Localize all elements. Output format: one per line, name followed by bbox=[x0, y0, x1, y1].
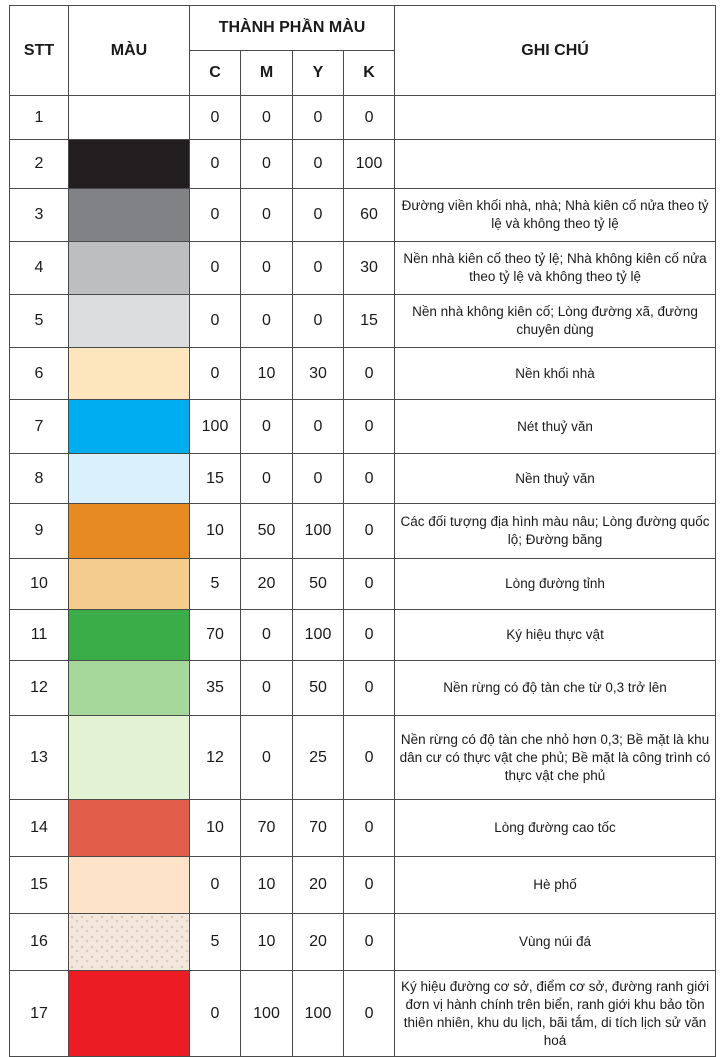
color-swatch bbox=[69, 914, 189, 970]
color-swatch bbox=[69, 454, 189, 503]
color-swatch-cell bbox=[69, 800, 190, 857]
m-value-cell: 0 bbox=[241, 661, 293, 716]
k-value-cell: 0 bbox=[344, 96, 395, 140]
m-value-cell: 0 bbox=[241, 295, 293, 348]
table-row bbox=[10, 716, 716, 800]
header-row-top bbox=[10, 6, 716, 51]
y-value-cell: 20 bbox=[293, 857, 344, 914]
stt-cell: 7 bbox=[10, 400, 69, 454]
header-k: K bbox=[344, 51, 395, 96]
color-swatch-cell bbox=[69, 716, 190, 800]
k-value-cell: 30 bbox=[344, 242, 395, 295]
note-cell: Nét thuỷ văn bbox=[395, 400, 716, 454]
c-value-cell: 0 bbox=[190, 295, 241, 348]
y-value-cell: 50 bbox=[293, 559, 344, 610]
m-value-cell: 100 bbox=[241, 971, 293, 1057]
stt-cell: 4 bbox=[10, 242, 69, 295]
table-row bbox=[10, 295, 716, 348]
y-value-cell: 30 bbox=[293, 348, 344, 400]
stt-cell: 16 bbox=[10, 914, 69, 971]
c-value-cell: 0 bbox=[190, 242, 241, 295]
c-value-cell: 100 bbox=[190, 400, 241, 454]
stt-cell: 13 bbox=[10, 716, 69, 800]
y-value-cell: 0 bbox=[293, 400, 344, 454]
color-swatch-cell bbox=[69, 96, 190, 140]
color-swatch bbox=[69, 857, 189, 913]
table-row bbox=[10, 96, 716, 140]
color-swatch-cell bbox=[69, 295, 190, 348]
color-swatch bbox=[69, 140, 189, 188]
c-value-cell: 5 bbox=[190, 559, 241, 610]
color-swatch-cell bbox=[69, 504, 190, 559]
stt-cell: 1 bbox=[10, 96, 69, 140]
c-value-cell: 0 bbox=[190, 971, 241, 1057]
header-y: Y bbox=[293, 51, 344, 96]
table-row bbox=[10, 504, 716, 559]
k-value-cell: 0 bbox=[344, 661, 395, 716]
stt-cell: 15 bbox=[10, 857, 69, 914]
m-value-cell: 50 bbox=[241, 504, 293, 559]
color-swatch bbox=[69, 504, 189, 558]
table-row bbox=[10, 857, 716, 914]
note-cell: Lòng đường tỉnh bbox=[395, 559, 716, 610]
header-m: M bbox=[241, 51, 293, 96]
color-swatch-cell bbox=[69, 661, 190, 716]
k-value-cell: 0 bbox=[344, 400, 395, 454]
table-row bbox=[10, 661, 716, 716]
m-value-cell: 10 bbox=[241, 348, 293, 400]
color-swatch-cell bbox=[69, 189, 190, 242]
header-stt: STT bbox=[10, 6, 69, 96]
color-swatch bbox=[69, 348, 189, 399]
c-value-cell: 5 bbox=[190, 914, 241, 971]
header-thanh-phan-mau: THÀNH PHẦN MÀU bbox=[190, 6, 395, 51]
color-swatch bbox=[69, 189, 189, 241]
y-value-cell: 0 bbox=[293, 454, 344, 504]
note-cell: Lòng đường cao tốc bbox=[395, 800, 716, 857]
table-row bbox=[10, 610, 716, 661]
stt-cell: 10 bbox=[10, 559, 69, 610]
k-value-cell: 0 bbox=[344, 971, 395, 1057]
color-swatch bbox=[69, 661, 189, 715]
stt-cell: 14 bbox=[10, 800, 69, 857]
k-value-cell: 0 bbox=[344, 559, 395, 610]
stt-cell: 6 bbox=[10, 348, 69, 400]
m-value-cell: 10 bbox=[241, 914, 293, 971]
c-value-cell: 0 bbox=[190, 189, 241, 242]
m-value-cell: 0 bbox=[241, 400, 293, 454]
header-ghi-chu: GHI CHÚ bbox=[395, 6, 716, 96]
m-value-cell: 70 bbox=[241, 800, 293, 857]
c-value-cell: 15 bbox=[190, 454, 241, 504]
note-cell: Đường viền khối nhà, nhà; Nhà kiên cố nửa theo tỷ lệ và không theo tỷ lệ bbox=[395, 189, 716, 242]
m-value-cell: 20 bbox=[241, 559, 293, 610]
c-value-cell: 70 bbox=[190, 610, 241, 661]
note-cell: Nền rừng có độ tàn che từ 0,3 trở lên bbox=[395, 661, 716, 716]
color-swatch-cell bbox=[69, 242, 190, 295]
table-row bbox=[10, 971, 716, 1057]
note-cell: Nền rừng có độ tàn che nhỏ hơn 0,3; Bề mặt là khu dân cư có thực vật che phủ; Bề mặt là công trình có thực vật che phủ bbox=[395, 716, 716, 800]
table-row bbox=[10, 914, 716, 971]
note-cell: Ký hiệu đường cơ sở, điểm cơ sở, đường ranh giới đơn vị hành chính trên biển, ranh giới khu bảo tồn thiên nhiên, khu du lịch, bãi tắm, di tích lịch sử văn hoá bbox=[395, 971, 716, 1057]
c-value-cell: 12 bbox=[190, 716, 241, 800]
color-swatch bbox=[69, 559, 189, 609]
color-swatch-cell bbox=[69, 400, 190, 454]
c-value-cell: 0 bbox=[190, 348, 241, 400]
table-row bbox=[10, 348, 716, 400]
color-swatch-cell bbox=[69, 971, 190, 1057]
header-mau: MÀU bbox=[69, 6, 190, 96]
m-value-cell: 0 bbox=[241, 716, 293, 800]
color-swatch-cell bbox=[69, 454, 190, 504]
color-swatch-cell bbox=[69, 559, 190, 610]
y-value-cell: 100 bbox=[293, 971, 344, 1057]
stt-cell: 12 bbox=[10, 661, 69, 716]
c-value-cell: 0 bbox=[190, 96, 241, 140]
m-value-cell: 0 bbox=[241, 189, 293, 242]
y-value-cell: 0 bbox=[293, 295, 344, 348]
stt-cell: 8 bbox=[10, 454, 69, 504]
k-value-cell: 100 bbox=[344, 140, 395, 189]
note-cell: Nền khối nhà bbox=[395, 348, 716, 400]
k-value-cell: 15 bbox=[344, 295, 395, 348]
table-row bbox=[10, 454, 716, 504]
table-row bbox=[10, 189, 716, 242]
color-swatch-cell bbox=[69, 140, 190, 189]
m-value-cell: 0 bbox=[241, 610, 293, 661]
m-value-cell: 0 bbox=[241, 242, 293, 295]
note-cell: Vùng núi đá bbox=[395, 914, 716, 971]
k-value-cell: 0 bbox=[344, 716, 395, 800]
y-value-cell: 0 bbox=[293, 189, 344, 242]
y-value-cell: 50 bbox=[293, 661, 344, 716]
c-value-cell: 35 bbox=[190, 661, 241, 716]
table-row bbox=[10, 800, 716, 857]
color-swatch bbox=[69, 800, 189, 856]
table-row bbox=[10, 559, 716, 610]
table-row bbox=[10, 140, 716, 189]
color-swatch bbox=[69, 96, 189, 139]
table-row bbox=[10, 400, 716, 454]
note-cell: Nền nhà kiên cố theo tỷ lệ; Nhà không kiên cố nửa theo tỷ lệ và không theo tỷ lệ bbox=[395, 242, 716, 295]
color-swatch bbox=[69, 610, 189, 660]
color-swatch-cell bbox=[69, 857, 190, 914]
k-value-cell: 0 bbox=[344, 454, 395, 504]
k-value-cell: 0 bbox=[344, 857, 395, 914]
stt-cell: 9 bbox=[10, 504, 69, 559]
color-swatch bbox=[69, 400, 189, 453]
y-value-cell: 0 bbox=[293, 96, 344, 140]
c-value-cell: 10 bbox=[190, 504, 241, 559]
note-cell bbox=[395, 96, 716, 140]
k-value-cell: 0 bbox=[344, 348, 395, 400]
note-cell: Nền nhà không kiên cố; Lòng đường xã, đường chuyên dùng bbox=[395, 295, 716, 348]
m-value-cell: 0 bbox=[241, 454, 293, 504]
note-cell: Ký hiệu thực vật bbox=[395, 610, 716, 661]
k-value-cell: 0 bbox=[344, 914, 395, 971]
k-value-cell: 60 bbox=[344, 189, 395, 242]
color-swatch-cell bbox=[69, 914, 190, 971]
y-value-cell: 25 bbox=[293, 716, 344, 800]
y-value-cell: 70 bbox=[293, 800, 344, 857]
stt-cell: 11 bbox=[10, 610, 69, 661]
table-row bbox=[10, 242, 716, 295]
table-body bbox=[10, 96, 716, 1057]
c-value-cell: 10 bbox=[190, 800, 241, 857]
stt-cell: 5 bbox=[10, 295, 69, 348]
y-value-cell: 0 bbox=[293, 242, 344, 295]
stt-cell: 17 bbox=[10, 971, 69, 1057]
m-value-cell: 10 bbox=[241, 857, 293, 914]
y-value-cell: 0 bbox=[293, 140, 344, 189]
y-value-cell: 20 bbox=[293, 914, 344, 971]
stt-cell: 2 bbox=[10, 140, 69, 189]
stt-cell: 3 bbox=[10, 189, 69, 242]
note-cell bbox=[395, 140, 716, 189]
y-value-cell: 100 bbox=[293, 504, 344, 559]
color-swatch-cell bbox=[69, 610, 190, 661]
color-swatch bbox=[69, 971, 189, 1056]
note-cell: Nền thuỷ văn bbox=[395, 454, 716, 504]
header-c: C bbox=[190, 51, 241, 96]
y-value-cell: 100 bbox=[293, 610, 344, 661]
k-value-cell: 0 bbox=[344, 504, 395, 559]
m-value-cell: 0 bbox=[241, 140, 293, 189]
m-value-cell: 0 bbox=[241, 96, 293, 140]
note-cell: Các đối tượng địa hình màu nâu; Lòng đường quốc lộ; Đường băng bbox=[395, 504, 716, 559]
c-value-cell: 0 bbox=[190, 857, 241, 914]
color-table bbox=[9, 5, 716, 1057]
color-swatch bbox=[69, 716, 189, 799]
k-value-cell: 0 bbox=[344, 800, 395, 857]
color-swatch bbox=[69, 295, 189, 347]
color-swatch bbox=[69, 242, 189, 294]
c-value-cell: 0 bbox=[190, 140, 241, 189]
color-swatch-cell bbox=[69, 348, 190, 400]
note-cell: Hè phố bbox=[395, 857, 716, 914]
k-value-cell: 0 bbox=[344, 610, 395, 661]
